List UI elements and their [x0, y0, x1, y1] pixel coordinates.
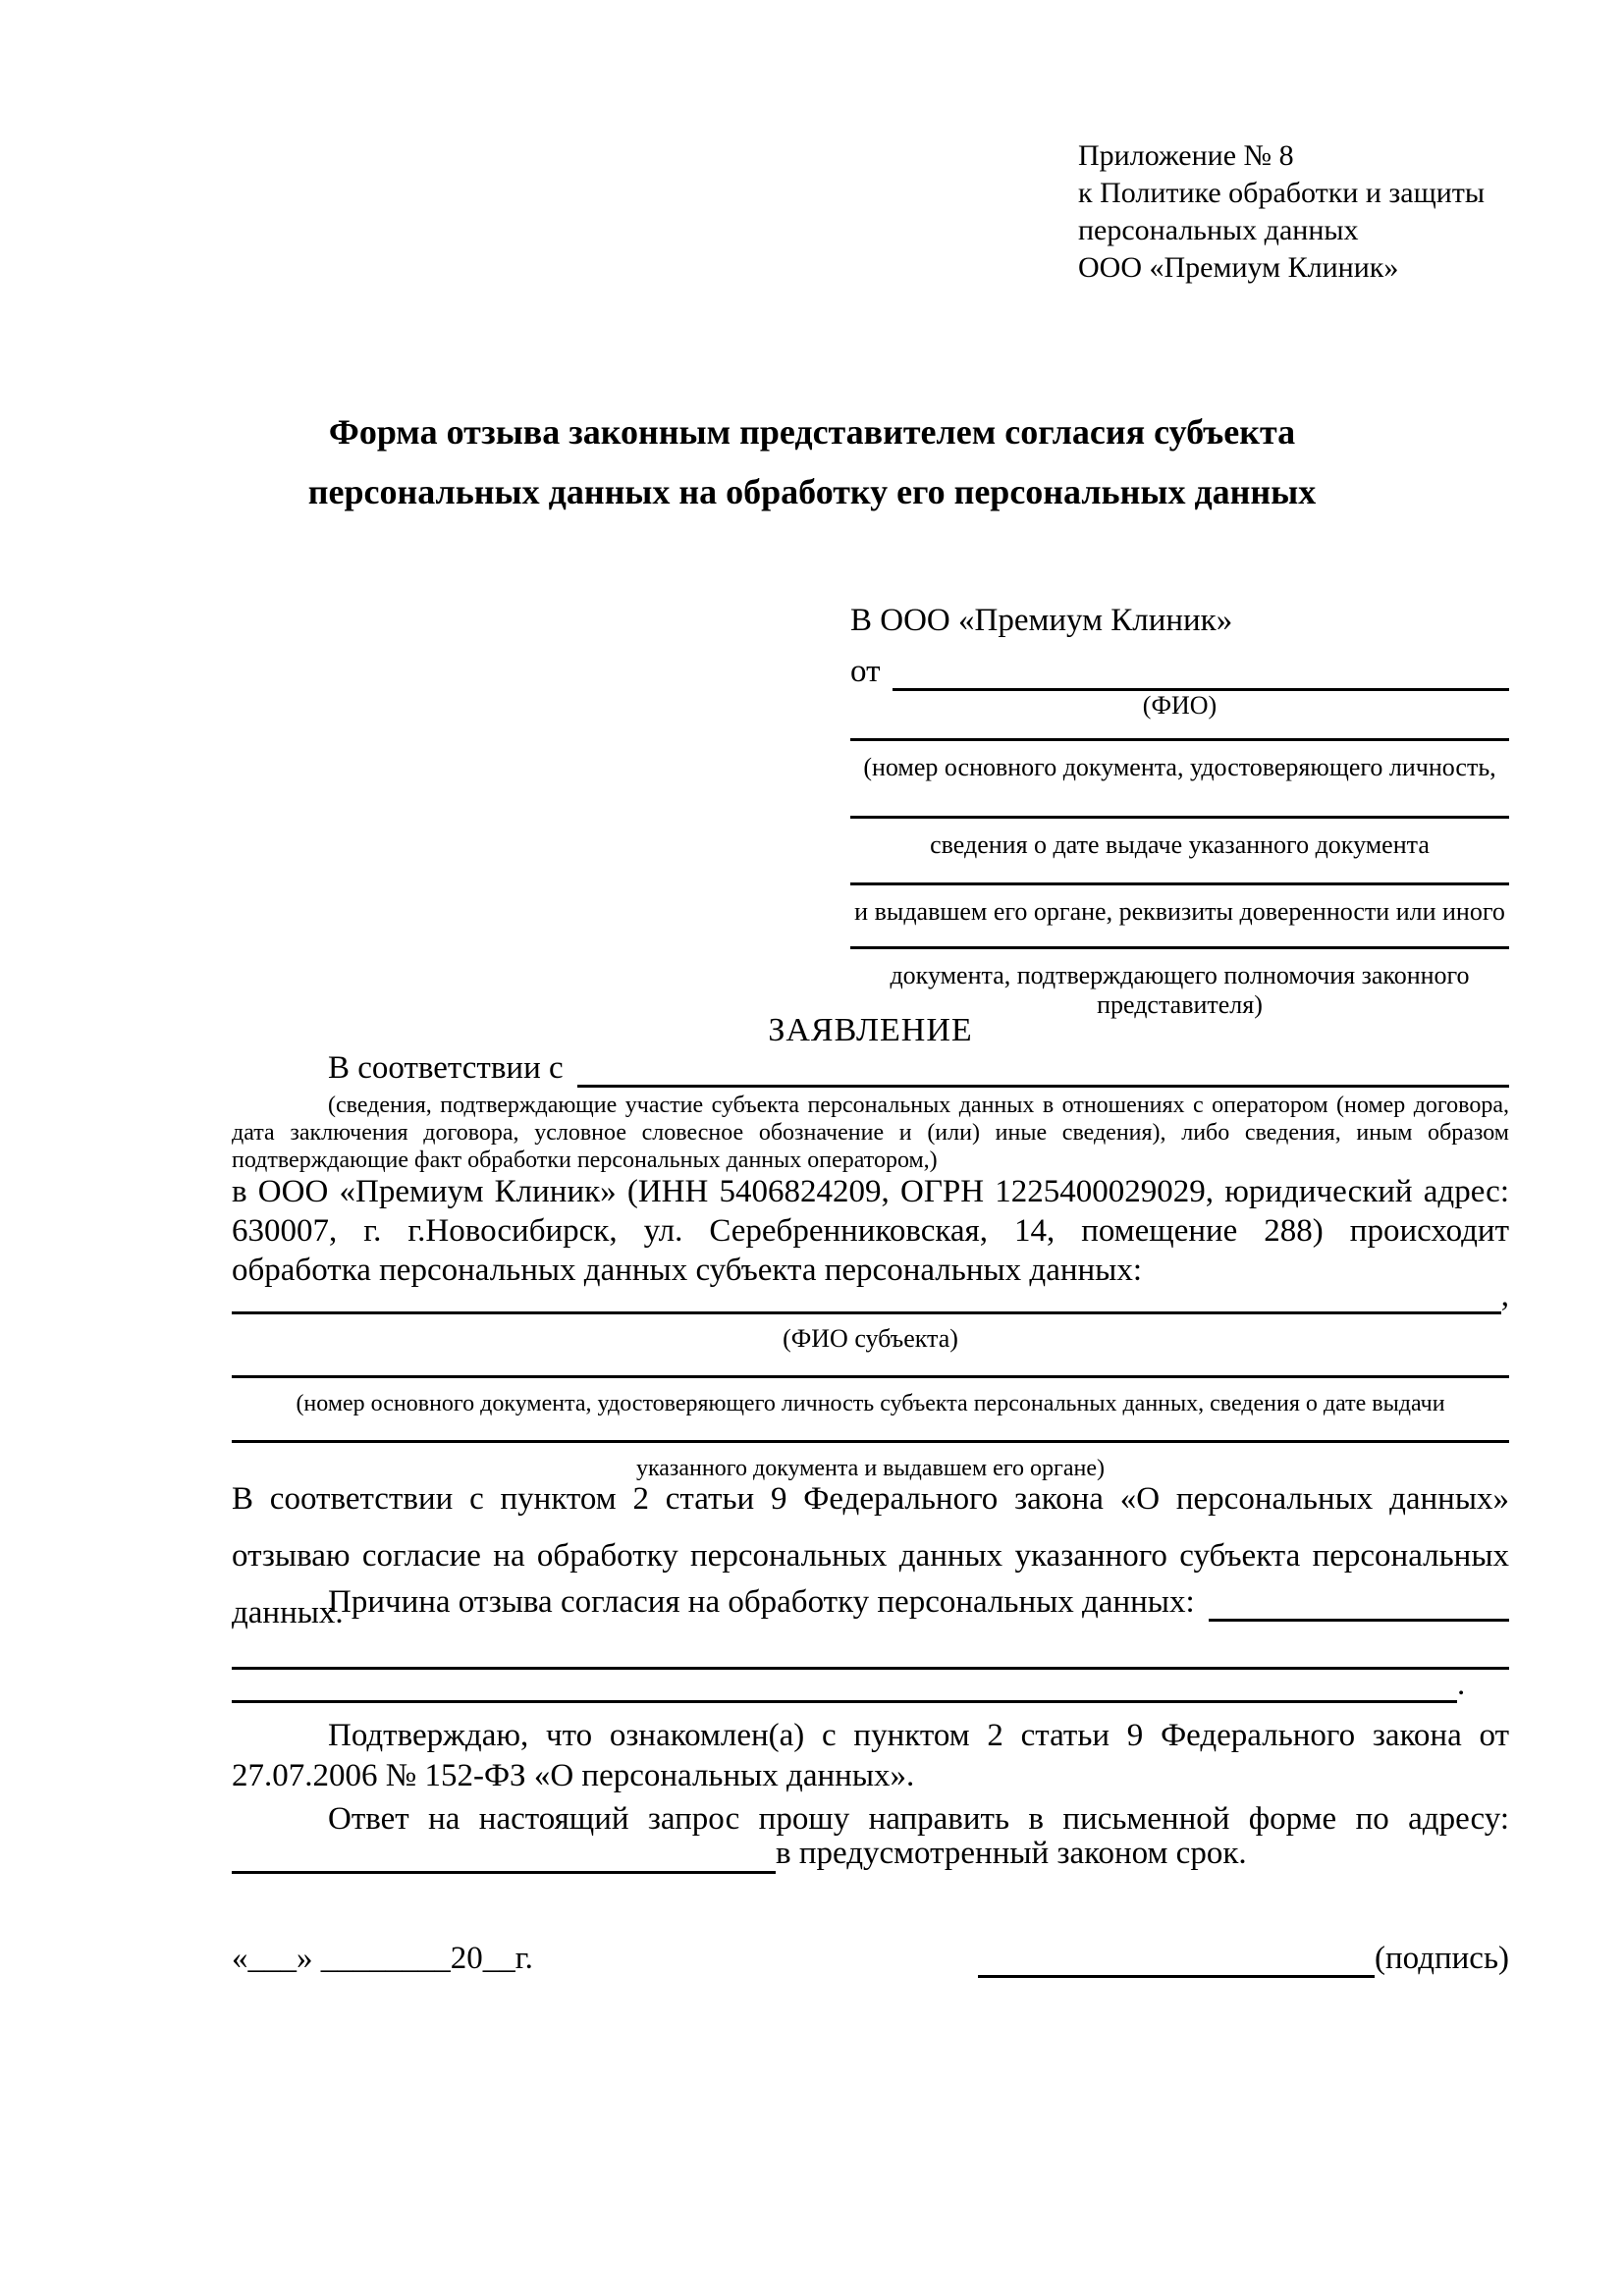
representative-doc-field-line[interactable]: [850, 816, 1509, 819]
from-row: [850, 646, 1509, 691]
from-label: от: [850, 654, 881, 689]
reason-last-line-row: [232, 1666, 1509, 1703]
subject-doc-caption: (номер основного документа, удостоверяющего личность субъекта персональных данных, сведения о дате выдачи: [296, 1391, 1445, 1416]
representative-doc-caption: документа, подтверждающего полномочия законного представителя): [890, 961, 1470, 1019]
subject-doc-field-line[interactable]: [232, 1375, 1509, 1378]
comma-text: ,: [1500, 1278, 1509, 1313]
reply-tail-text: в предусмотренный законом срок.: [776, 1836, 1247, 1871]
appendix-line: Приложение № 8: [1078, 139, 1294, 172]
representative-doc-field-line[interactable]: [850, 738, 1509, 741]
appendix-line: персональных данных: [1078, 214, 1359, 246]
statement-heading: ЗАЯВЛЕНИЕ: [768, 1012, 973, 1048]
reply-address-row: [232, 1834, 1509, 1874]
footer-row: [232, 1939, 1509, 1978]
document-title: Форма отзыва законным представителем согласия субъекта персональных данных на обработку его персональных данных: [307, 412, 1317, 511]
accordance-row: [328, 1048, 1509, 1088]
date-blank[interactable]: «___» ________20__г.: [232, 1941, 533, 1976]
accordance-label: В соответствии с: [328, 1050, 564, 1086]
reason-field[interactable]: [1209, 1585, 1509, 1622]
signature-caption: (подпись): [1375, 1941, 1509, 1976]
accordance-footnote: (сведения, подтверждающие участие субъекта персональных данных в отношениях с оператором (номер договора, дата заключения договора, условное словесное обозначение и (или) иные сведения), либо сведения, иным образом подтверждающие факт обработки персональных данных оператором,): [232, 1093, 1509, 1173]
representative-doc-caption: сведения о дате выдаче указанного документа: [930, 830, 1430, 859]
representative-doc-caption: (номер основного документа, удостоверяющего личность,: [863, 753, 1496, 781]
addressee-organization: В ООО «Премиум Клиник»: [850, 603, 1233, 638]
appendix-line: к Политике обработки и защиты: [1078, 177, 1486, 209]
signature-field[interactable]: [978, 1946, 1375, 1978]
acknowledgement-paragraph: Подтверждаю, что ознакомлен(а) с пунктом 2 статьи 9 Федерального закона от 27.07.2006 № 152-ФЗ «О персональных данных».: [232, 1718, 1509, 1793]
accordance-basis-field[interactable]: [577, 1049, 1509, 1088]
reply-request-text: Ответ на настоящий запрос прошу направить в письменной форме по адресу:: [328, 1801, 1509, 1837]
fio-caption: (ФИО): [1142, 691, 1218, 720]
reason-label: Причина отзыва согласия на обработку персональных данных:: [328, 1584, 1195, 1620]
subject-fio-caption: (ФИО субъекта): [783, 1324, 958, 1353]
subject-doc-field-line[interactable]: [232, 1440, 1509, 1443]
subject-fio-field[interactable]: [232, 1276, 1501, 1314]
representative-doc-field-line[interactable]: [850, 946, 1509, 949]
withdrawal-paragraph: В соответствии с пунктом 2 статьи 9 Федерального закона «О персональных данных» отзываю согласие на обработку персональных данных указанного субъекта персональных данных.: [232, 1481, 1509, 1630]
addressee-block: [850, 601, 1509, 1020]
representative-fio-field[interactable]: [893, 651, 1510, 691]
reason-field-line[interactable]: [232, 1673, 1457, 1703]
subject-fio-row: [232, 1276, 1509, 1314]
subject-data-block: [232, 1276, 1509, 1482]
signature-group: [978, 1939, 1509, 1978]
reply-address-field[interactable]: [232, 1842, 776, 1874]
operator-info-paragraph: в ООО «Премиум Клиник» (ИНН 5406824209, ОГРН 1225400029029, юридический адрес: 630007, г. г.Новосибирск, ул. Серебренниковская, 14, помещение 288) происходит обработка персональных данных субъекта персональных данных:: [232, 1174, 1509, 1288]
appendix-block: [1078, 137, 1485, 287]
representative-doc-field-line[interactable]: [850, 882, 1509, 885]
appendix-line: ООО «Премиум Клиник»: [1078, 251, 1399, 284]
representative-doc-caption: и выдавшем его органе, реквизиты доверенности или иного: [854, 897, 1505, 926]
period-text: .: [1457, 1667, 1466, 1702]
reason-row: [328, 1582, 1509, 1622]
subject-doc-caption: указанного документа и выдавшем его органе): [635, 1456, 1106, 1481]
